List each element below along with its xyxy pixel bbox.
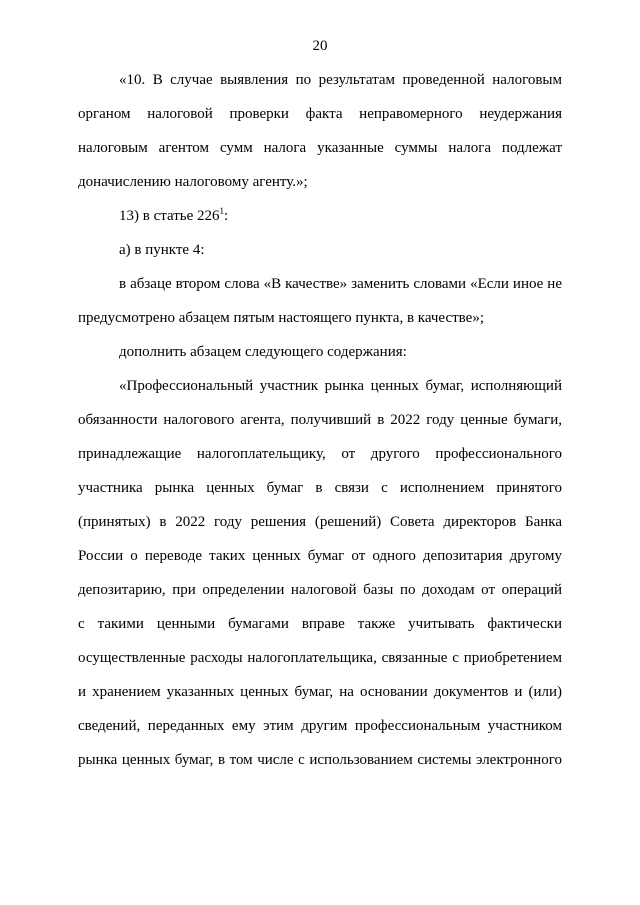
page-number: 20 [312,38,328,54]
text-line: участника рынка ценных бумаг в связи с исполнением принятого [78,480,562,496]
text-line: налоговым агентом сумм налога указанные суммы налога подлежат [78,140,562,156]
paragraph-abzac-2 [78,276,562,344]
text-line: рынка ценных бумаг, в том числе с использованием системы электронного [78,752,562,768]
paragraph-add-abzac: дополнить абзацем следующего содержания: [119,344,407,360]
text-line: осуществленные расходы налогоплательщика, связанные с приобретением [78,650,562,666]
text-line: органом налоговой проверки факта неправомерного неудержания [78,106,562,122]
text-span: : [224,208,229,224]
paragraph-10 [78,72,562,208]
superscript: 1 [219,206,225,216]
text-line: предусмотрено абзацем пятым настоящего пункта, в качестве»; [78,310,484,326]
text-span: 13) в статье 226 [119,208,220,224]
text-line: в абзаце втором слова «В качестве» заменить словами «Если иное не [119,276,562,292]
text-line: с такими ценными бумагами вправе также учитывать фактически [78,616,562,632]
text-line: принадлежащие налогоплательщику, от другого профессионального [78,446,562,462]
paragraph-professional-participant [78,378,562,786]
text-line: обязанности налогового агента, получивший в 2022 году ценные бумаги, [78,412,562,428]
text-line: «Профессиональный участник рынка ценных бумаг, исполняющий [119,378,562,394]
text-line: России о переводе таких ценных бумаг от одного депозитария другому [78,548,562,564]
text-line: «10. В случае выявления по результатам проведенной налоговым [119,72,562,88]
text-line: доначислению налоговому агенту.»; [78,174,308,190]
text-line: сведений, переданных ему этим другим профессиональным участником [78,718,562,734]
text-line: и хранением указанных ценных бумаг, на основании документов и (или) [78,684,562,700]
paragraph-article-226 [78,208,562,242]
text-line: депозитарию, при определении налоговой базы по доходам от операций [78,582,562,598]
paragraph-item-a: а) в пункте 4: [119,242,205,258]
document-body [78,72,562,786]
text-line: (принятых) в 2022 году решения (решений) Совета директоров Банка [78,514,562,530]
